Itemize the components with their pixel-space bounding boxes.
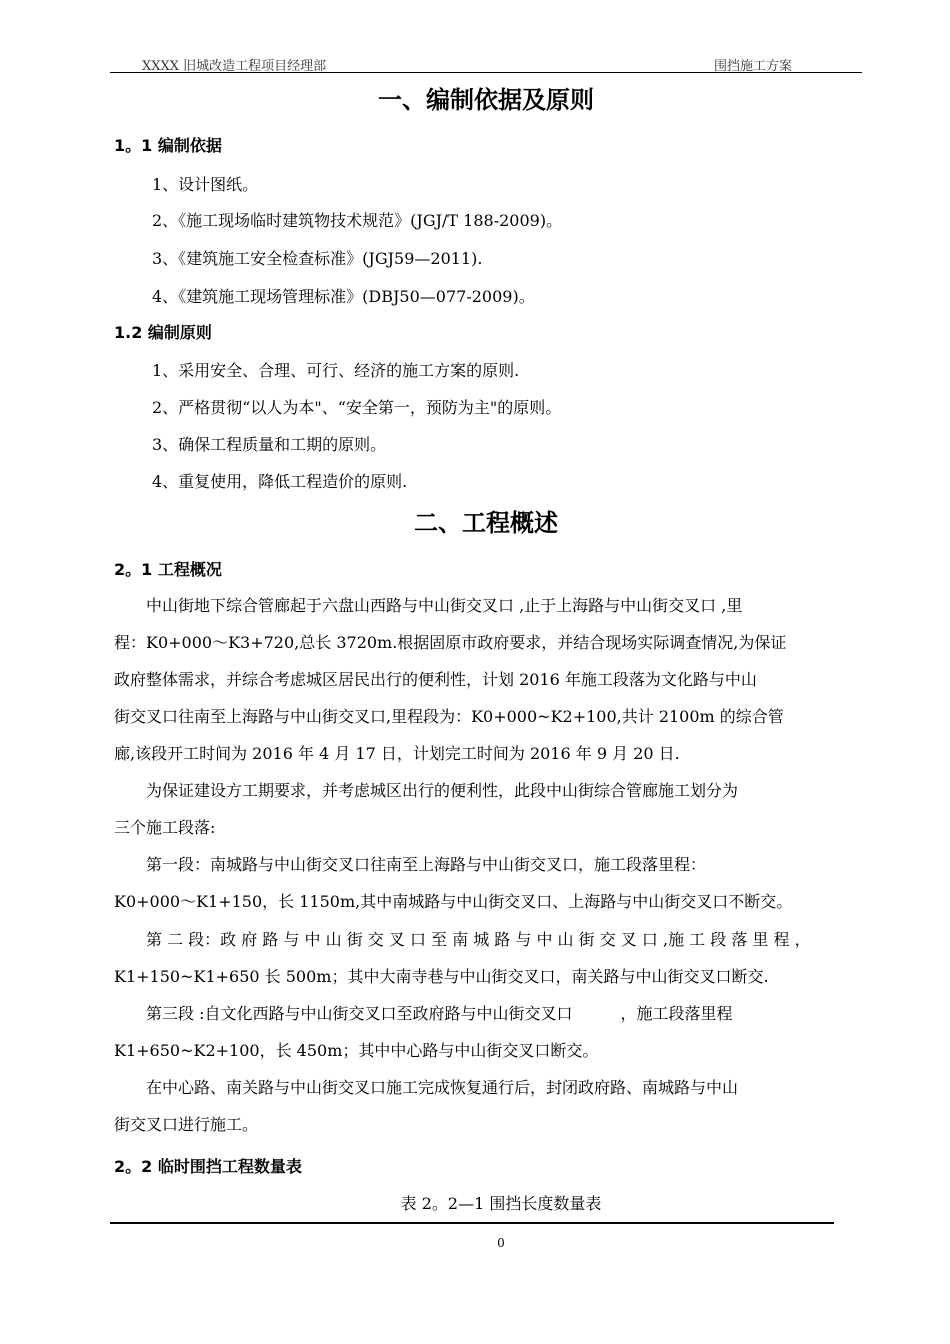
segment-3-paragraph <box>114 995 862 1069</box>
segment-2-paragraph <box>114 921 862 995</box>
principle-item-1: 1、采用安全、合理、可行、经济的施工方案的原则. <box>152 361 520 380</box>
text-line: 政府整体需求，并综合考虑城区居民出行的便利性，计划 2016 年施工段落为文化路与中山 <box>114 670 757 689</box>
basis-item-2: 2、《施工现场临时建筑物技术规范》(JGJ/T 188-2009)。 <box>152 211 563 230</box>
closure-paragraph <box>114 1069 862 1143</box>
text-line: K0+000～K1+150，长 1150m,其中南城路与中山街交叉口、上海路与中山街交叉口不断交。 <box>114 892 793 911</box>
basis-item-4: 4、《建筑施工现场管理标准》(DBJ50—077-2009)。 <box>152 287 535 306</box>
text-line: 第三段 :自文化西路与中山街交叉口至政府路与中山街交叉口 ，施工段落里程 <box>114 1004 733 1023</box>
header-project-name: XXXX 旧城改造工程项目经理部 <box>142 59 327 74</box>
segment-1-paragraph <box>114 846 862 920</box>
text-line: 三个施工段落: <box>114 818 216 837</box>
subsection-1-2-heading: 1.2 编制原则 <box>114 323 212 342</box>
text-line: 第一段：南城路与中山街交叉口往南至上海路与中山街交叉口，施工段落里程： <box>114 855 707 874</box>
page-header <box>110 54 862 73</box>
text-line: 中山街地下综合管廊起于六盘山西路与中山街交叉口 ,止于上海路与中山街交叉口 ,里 <box>114 596 743 615</box>
table-caption: 表 2。2—1 围挡长度数量表 <box>400 1194 602 1213</box>
subsection-2-1-heading: 2。1 工程概况 <box>114 560 222 579</box>
text-line: 街交叉口往南至上海路与中山街交叉口,里程段为：K0+000~K2+100,共计 2100m 的综合管 <box>114 707 784 726</box>
section2-heading: 二、工程概述 <box>414 509 558 537</box>
overview-paragraph-2 <box>114 772 862 846</box>
subsection-1-1-heading: 1。1 编制依据 <box>114 136 222 155</box>
basis-item-3: 3、《建筑施工安全检查标准》(JGJ59—2011). <box>152 249 483 268</box>
page-number: 0 <box>497 1236 505 1250</box>
principle-item-3: 3、确保工程质量和工期的原则。 <box>152 435 387 454</box>
subsection-2-2-heading: 2。2 临时围挡工程数量表 <box>114 1157 302 1176</box>
text-line: 为保证建设方工期要求，并考虑城区出行的便利性，此段中山街综合管廊施工划分为 <box>114 781 739 800</box>
header-document-title: 围挡施工方案 <box>713 59 792 74</box>
text-line: 程：K0+000～K3+720,总长 3720m.根据固原市政府要求，并结合现场实际调查情况,为保证 <box>114 633 787 652</box>
text-line: 街交叉口进行施工。 <box>114 1115 259 1134</box>
principle-item-2: 2、严格贯彻“以人为本"、“安全第一，预防为主"的原则。 <box>152 398 562 417</box>
basis-item-1: 1、设计图纸。 <box>152 175 259 194</box>
text-line: K1+650~K2+100，长 450m；其中中心路与中山街交叉口断交。 <box>114 1041 599 1060</box>
text-line: 在中心路、南关路与中山街交叉口施工完成恢复通行后，封闭政府路、南城路与中山 <box>114 1078 739 1097</box>
overview-paragraph-1 <box>114 587 862 772</box>
text-line: 第 二 段：政 府 路 与 中 山 街 交 叉 口 至 南 城 路 与 中 山 街 交 叉 口 ,施 工 段 落 里 程 ， <box>114 930 811 949</box>
table-top-rule <box>110 1222 834 1224</box>
principle-item-4: 4、重复使用，降低工程造价的原则. <box>152 472 408 491</box>
text-line: K1+150~K1+650 长 500m；其中大南寺巷与中山街交叉口，南关路与中山街交叉口断交. <box>114 967 769 986</box>
section1-heading: 一、编制依据及原则 <box>378 86 594 114</box>
text-line: 廊,该段开工时间为 2016 年 4 月 17 日，计划完工时间为 2016 年 9 月 20 日. <box>114 744 680 763</box>
